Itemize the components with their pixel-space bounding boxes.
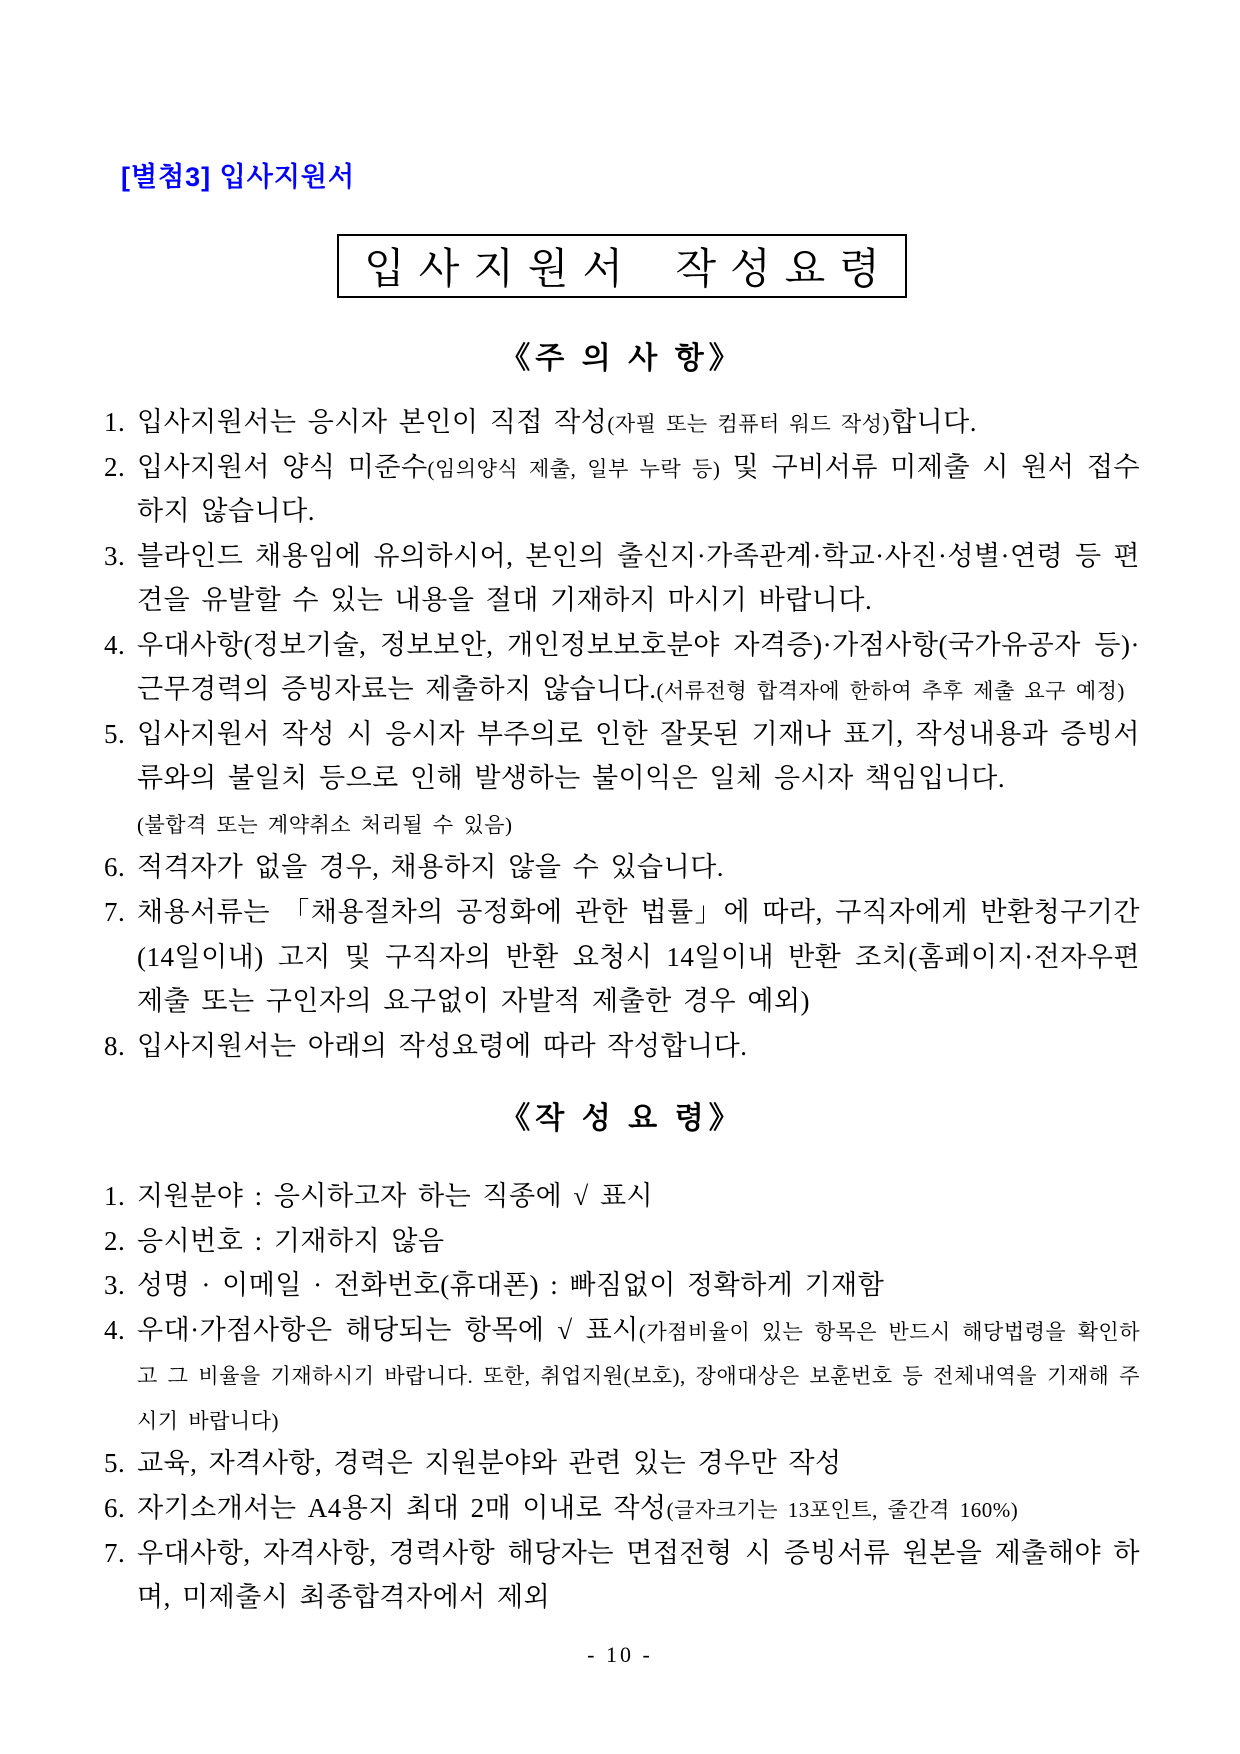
item-number: 5. <box>104 718 126 749</box>
item-text-small: (글자크기는 13포인트, 줄간격 160%) <box>666 1498 1019 1523</box>
list-item <box>104 712 1140 846</box>
list-item <box>104 1531 1140 1620</box>
attachment-label: [별첨3] 입사지원서 <box>121 162 356 192</box>
item-text: 교육, 자격사항, 경력은 지원분야와 관련 있는 경우만 작성 <box>137 1448 842 1479</box>
list-item <box>104 1441 1140 1486</box>
list-item <box>104 400 1140 445</box>
item-text: 합니다. <box>889 407 977 437</box>
item-number: 3. <box>104 540 126 571</box>
item-number: 5. <box>104 1448 126 1479</box>
item-number: 1. <box>104 407 126 437</box>
list-item <box>104 890 1140 1024</box>
item-text-small: (불합격 또는 계약취소 처리될 수 있음) <box>137 812 513 837</box>
item-number: 7. <box>104 897 126 928</box>
item-text-small: (임의양식 제출, 일부 누락 등) <box>427 456 721 481</box>
item-text: 적격자가 없을 경우, 채용하지 않을 수 있습니다. <box>137 852 725 883</box>
writing-guidelines-list <box>104 1174 1140 1619</box>
list-item <box>104 534 1140 623</box>
item-number: 1. <box>104 1181 126 1212</box>
item-number: 4. <box>104 629 126 660</box>
item-text: 지원분야 : 응시하고자 하는 직종에 √ 표시 <box>137 1181 654 1212</box>
list-item <box>104 1308 1140 1442</box>
section-writing-guidelines <box>104 1098 1140 1619</box>
item-text-small: (가점비율이 있는 항목은 반드시 해당법령을 확인하고 그 비율을 기재하시기 바랍니다. 또한, 취업지원(보호), 장애대상은 보훈번호 등 전체내역을 기재해 주시기 바랍니다) <box>137 1319 1140 1433</box>
item-text-small: (서류전형 합격자에 한하여 추후 제출 요구 예정) <box>656 679 1125 704</box>
list-item <box>104 623 1140 712</box>
list-item <box>104 1486 1140 1531</box>
item-text: 입사지원서는 아래의 작성요령에 따라 작성합니다. <box>137 1030 748 1061</box>
item-number: 6. <box>104 852 126 883</box>
section-heading-cautions: 《주 의 사 항》 <box>500 342 744 375</box>
item-number: 7. <box>104 1537 126 1568</box>
item-number: 2. <box>104 1225 126 1256</box>
item-number: 8. <box>104 1030 126 1061</box>
list-item <box>104 1174 1140 1219</box>
item-text: 및 구비서류 미제출 시 원서 접수하지 않습니다. <box>137 451 1140 527</box>
document-body <box>104 338 1140 1620</box>
item-number: 4. <box>104 1314 126 1345</box>
item-text: 우대사항, 자격사항, 경력사항 해당자는 면접전형 시 증빙서류 원본을 제출해야 하며, 미제출시 최종합격자에서 제외 <box>137 1537 1140 1613</box>
list-item <box>104 1219 1140 1264</box>
item-text: 응시번호 : 기재하지 않음 <box>137 1225 445 1256</box>
list-item <box>104 845 1140 890</box>
item-text: 우대사항(정보기술, 정보보안, 개인정보보호분야 자격증)·가점사항(국가유공자 등)·근무경력의 증빙자료는 제출하지 않습니다. <box>137 629 1140 705</box>
section-heading-writing-guidelines: 《작 성 요 령》 <box>500 1102 744 1136</box>
item-number: 2. <box>104 451 126 482</box>
page-number: - 10 - <box>587 1642 653 1667</box>
item-text: 블라인드 채용임에 유의하시어, 본인의 출신지·가족관계·학교·사진·성별·연령 등 편견을 유발할 수 있는 내용을 절대 기재하지 마시기 바랍니다. <box>137 540 1140 616</box>
item-text: 입사지원서는 응시자 본인이 직접 작성 <box>137 407 608 437</box>
item-text: 입사지원서 작성 시 응시자 부주의로 인한 잘못된 기재나 표기, 작성내용과 증빙서류와의 불일치 등으로 인해 발생하는 불이익은 일체 응시자 책임입니다. <box>137 718 1140 794</box>
document-title-box <box>337 234 907 298</box>
document-title: 입사지원서 작성요령 <box>364 247 894 293</box>
item-text: 입사지원서 양식 미준수 <box>137 451 428 482</box>
item-text: 우대·가점사항은 해당되는 항목에 √ 표시 <box>137 1314 639 1345</box>
item-text: 자기소개서는 A4용지 최대 2매 이내로 작성 <box>137 1493 667 1524</box>
item-number: 6. <box>104 1493 126 1524</box>
list-item <box>104 1263 1140 1308</box>
list-item <box>104 1024 1140 1069</box>
item-text: 성명 · 이메일 · 전화번호(휴대폰) : 빠짐없이 정확하게 기재함 <box>137 1270 885 1301</box>
item-text-small: (자필 또는 컴퓨터 워드 작성) <box>607 412 890 436</box>
section-cautions <box>104 338 1140 1068</box>
cautions-list <box>104 400 1140 1068</box>
item-number: 3. <box>104 1270 126 1301</box>
list-item <box>104 445 1140 534</box>
item-text: 채용서류는 「채용절차의 공정화에 관한 법률」에 따라, 구직자에게 반환청구기간(14일이내) 고지 및 구직자의 반환 요청시 14일이내 반환 조치(홈페이지·전자우편 제출 또는 구인자의 요구없이 자발적 제출한 경우 예외) <box>137 897 1140 1017</box>
